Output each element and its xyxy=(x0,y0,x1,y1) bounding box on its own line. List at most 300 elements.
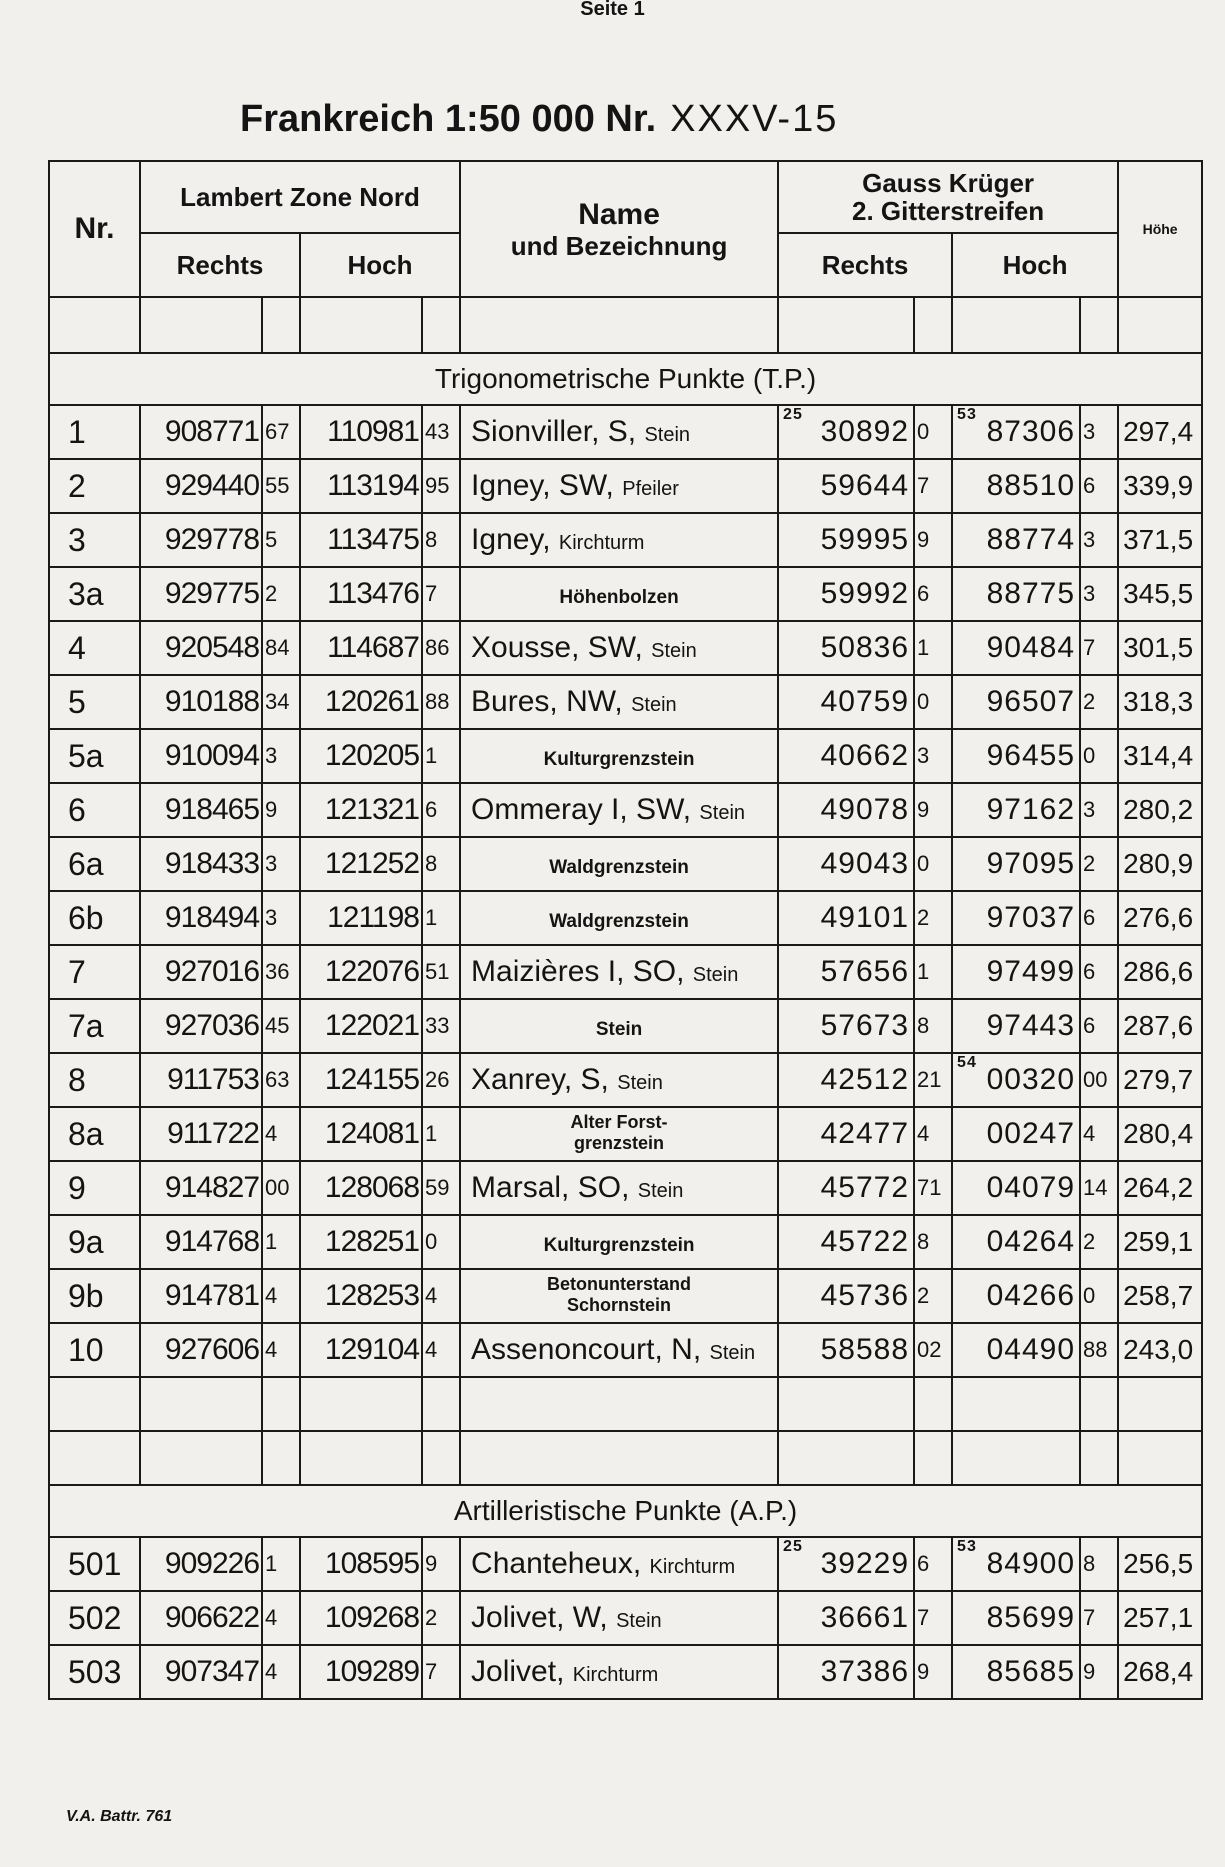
lambert-hoch: 128068 xyxy=(300,1161,422,1215)
point-number: 9 xyxy=(49,1161,140,1215)
point-number: 2 xyxy=(49,459,140,513)
point-name-cell xyxy=(460,459,778,513)
lambert-rechts: 910188 xyxy=(140,675,262,729)
gauss-hoch xyxy=(952,1215,1080,1269)
point-type: Stein xyxy=(631,694,677,716)
point-number: 3a xyxy=(49,567,140,621)
gauss-rechts-decimal: 9 xyxy=(914,513,952,567)
point-name-cell xyxy=(460,945,778,999)
lambert-hoch: 122021 xyxy=(300,999,422,1053)
section-title: Artilleristische Punkte (A.P.) xyxy=(49,1485,1202,1537)
height-value: 264,2 xyxy=(1118,1161,1202,1215)
point-type: Waldgrenzstein xyxy=(549,857,689,878)
point-type-line2: grenzstein xyxy=(574,1132,665,1153)
lambert-hoch: 129104 xyxy=(300,1323,422,1377)
table-row xyxy=(49,1269,1202,1323)
lambert-hoch-decimal: 7 xyxy=(422,1645,460,1699)
point-type: Stein xyxy=(616,1610,662,1632)
point-number: 4 xyxy=(49,621,140,675)
lambert-rechts-decimal: 4 xyxy=(262,1323,300,1377)
gauss-rechts-value: 45722 xyxy=(820,1225,910,1258)
lambert-rechts-decimal: 3 xyxy=(262,837,300,891)
gauss-hoch-decimal: 3 xyxy=(1080,783,1118,837)
gauss-hoch xyxy=(952,945,1080,999)
gauss-hoch-value: 96507 xyxy=(986,685,1076,718)
table-row xyxy=(49,1591,1202,1645)
header-name xyxy=(460,161,778,297)
height-value: 301,5 xyxy=(1118,621,1202,675)
lambert-rechts-decimal: 4 xyxy=(262,1591,300,1645)
point-name: Chanteheux, xyxy=(471,1547,642,1580)
point-name-cell xyxy=(460,621,778,675)
lambert-rechts-decimal: 55 xyxy=(262,459,300,513)
lambert-hoch-decimal: 2 xyxy=(422,1591,460,1645)
point-type: Kulturgrenzstein xyxy=(543,1235,695,1256)
header-lambert: Lambert Zone Nord xyxy=(140,161,460,233)
gauss-hoch-value: 88775 xyxy=(986,577,1076,610)
table-row xyxy=(49,1215,1202,1269)
lambert-hoch-decimal: 7 xyxy=(422,567,460,621)
gauss-hoch-decimal: 8 xyxy=(1080,1537,1118,1591)
gauss-hoch-prefix: 53 xyxy=(957,1538,977,1555)
gauss-rechts-decimal: 1 xyxy=(914,621,952,675)
lambert-rechts: 909226 xyxy=(140,1537,262,1591)
point-type: Höhenbolzen xyxy=(559,587,679,608)
table-row xyxy=(49,945,1202,999)
empty-cell xyxy=(1118,1377,1202,1431)
lambert-hoch-decimal: 43 xyxy=(422,405,460,459)
lambert-rechts: 927036 xyxy=(140,999,262,1053)
point-type: Pfeiler xyxy=(622,478,679,500)
point-name-cell xyxy=(460,513,778,567)
point-number: 5 xyxy=(49,675,140,729)
gauss-rechts-decimal: 6 xyxy=(914,1537,952,1591)
lambert-hoch: 128251 xyxy=(300,1215,422,1269)
gauss-rechts-value: 37386 xyxy=(820,1655,910,1688)
empty-cell xyxy=(300,1377,422,1431)
gauss-hoch xyxy=(952,621,1080,675)
gauss-hoch-decimal: 6 xyxy=(1080,891,1118,945)
gauss-rechts-decimal: 0 xyxy=(914,837,952,891)
gauss-rechts xyxy=(778,1591,914,1645)
point-number: 8 xyxy=(49,1053,140,1107)
empty-cell xyxy=(140,1377,262,1431)
point-name-cell xyxy=(460,1323,778,1377)
table-row xyxy=(49,891,1202,945)
lambert-hoch-decimal: 33 xyxy=(422,999,460,1053)
gauss-rechts-value: 58588 xyxy=(820,1333,910,1366)
table-row xyxy=(49,459,1202,513)
table-row xyxy=(49,1161,1202,1215)
point-type: Stein xyxy=(709,1342,756,1364)
gauss-rechts xyxy=(778,1215,914,1269)
lambert-rechts-decimal: 9 xyxy=(262,783,300,837)
header-name-line2: und Bezeichnung xyxy=(510,231,728,261)
gauss-hoch-decimal: 0 xyxy=(1080,729,1118,783)
gauss-hoch xyxy=(952,1053,1080,1107)
point-name-cell xyxy=(460,1215,778,1269)
gauss-rechts-decimal: 2 xyxy=(914,1269,952,1323)
coordinate-table xyxy=(48,160,1203,1700)
lambert-rechts-decimal: 36 xyxy=(262,945,300,999)
point-name: Igney, xyxy=(471,523,551,556)
lambert-rechts: 918494 xyxy=(140,891,262,945)
point-number: 8a xyxy=(49,1107,140,1161)
gauss-hoch-decimal: 7 xyxy=(1080,621,1118,675)
point-name: Jolivet, xyxy=(471,1655,565,1688)
gauss-hoch-decimal: 9 xyxy=(1080,1645,1118,1699)
lambert-hoch: 128253 xyxy=(300,1269,422,1323)
gauss-hoch-value: 97162 xyxy=(986,793,1076,826)
lambert-hoch: 113476 xyxy=(300,567,422,621)
gauss-hoch-value: 88774 xyxy=(986,523,1076,556)
blank-header-row xyxy=(49,297,1202,353)
gauss-hoch-decimal: 3 xyxy=(1080,513,1118,567)
point-number: 1 xyxy=(49,405,140,459)
gauss-rechts-decimal: 9 xyxy=(914,783,952,837)
empty-cell xyxy=(262,1431,300,1485)
empty-cell xyxy=(300,1431,422,1485)
gauss-hoch-decimal: 2 xyxy=(1080,1215,1118,1269)
lambert-rechts: 906622 xyxy=(140,1591,262,1645)
point-name: Maizières I, SO, xyxy=(471,955,685,988)
lambert-hoch-decimal: 1 xyxy=(422,729,460,783)
lambert-hoch: 120261 xyxy=(300,675,422,729)
point-name: Ommeray I, SW, xyxy=(471,793,692,826)
lambert-hoch-decimal: 6 xyxy=(422,783,460,837)
gauss-rechts-decimal: 0 xyxy=(914,675,952,729)
point-number: 503 xyxy=(49,1645,140,1699)
point-name-cell xyxy=(460,1161,778,1215)
lambert-rechts-decimal: 34 xyxy=(262,675,300,729)
height-value: 258,7 xyxy=(1118,1269,1202,1323)
gauss-hoch-prefix: 53 xyxy=(957,406,977,423)
gauss-rechts xyxy=(778,567,914,621)
gauss-rechts xyxy=(778,621,914,675)
gauss-rechts-decimal: 1 xyxy=(914,945,952,999)
point-number: 9b xyxy=(49,1269,140,1323)
point-name-cell xyxy=(460,405,778,459)
table-row xyxy=(49,1537,1202,1591)
empty-cell xyxy=(49,1431,140,1485)
height-value: 257,1 xyxy=(1118,1591,1202,1645)
gauss-rechts xyxy=(778,945,914,999)
gauss-hoch xyxy=(952,729,1080,783)
table-body xyxy=(49,353,1202,1699)
footer-label: V.A. Battr. 761 xyxy=(66,1808,173,1825)
height-value: 287,6 xyxy=(1118,999,1202,1053)
point-type: Stein xyxy=(637,1180,684,1202)
gauss-hoch-prefix: 54 xyxy=(957,1054,977,1071)
gauss-rechts-value: 36661 xyxy=(820,1601,910,1634)
gauss-hoch xyxy=(952,1107,1080,1161)
point-number: 9a xyxy=(49,1215,140,1269)
gauss-rechts-value: 49101 xyxy=(820,901,910,934)
point-name: Jolivet, W, xyxy=(471,1601,608,1634)
point-name-cell xyxy=(460,1537,778,1591)
lambert-hoch: 124081 xyxy=(300,1107,422,1161)
gauss-rechts-decimal: 3 xyxy=(914,729,952,783)
gauss-rechts-value: 57673 xyxy=(820,1009,910,1042)
gauss-hoch-decimal: 88 xyxy=(1080,1323,1118,1377)
height-value: 280,4 xyxy=(1118,1107,1202,1161)
gauss-rechts xyxy=(778,459,914,513)
empty-cell xyxy=(422,1431,460,1485)
gauss-hoch xyxy=(952,1161,1080,1215)
gauss-hoch-value: 00320 xyxy=(986,1063,1076,1096)
height-value: 318,3 xyxy=(1118,675,1202,729)
gauss-rechts-decimal: 9 xyxy=(914,1645,952,1699)
header-height: Höhe xyxy=(1118,161,1202,297)
point-number: 7a xyxy=(49,999,140,1053)
table-row xyxy=(49,1053,1202,1107)
point-name-cell xyxy=(460,1107,778,1161)
gauss-hoch xyxy=(952,1591,1080,1645)
gauss-hoch-value: 97037 xyxy=(986,901,1076,934)
header-gauss-rechts: Rechts xyxy=(778,233,952,297)
point-name-cell xyxy=(460,675,778,729)
lambert-rechts: 907347 xyxy=(140,1645,262,1699)
height-value: 339,9 xyxy=(1118,459,1202,513)
height-value: 256,5 xyxy=(1118,1537,1202,1591)
point-name-cell xyxy=(460,837,778,891)
lambert-rechts: 914768 xyxy=(140,1215,262,1269)
point-type: Waldgrenzstein xyxy=(549,911,689,932)
lambert-hoch: 121321 xyxy=(300,783,422,837)
gauss-hoch-decimal: 7 xyxy=(1080,1591,1118,1645)
height-value: 276,6 xyxy=(1118,891,1202,945)
empty-cell xyxy=(914,1431,952,1485)
gauss-hoch-decimal: 0 xyxy=(1080,1269,1118,1323)
gauss-rechts xyxy=(778,1269,914,1323)
gauss-hoch-value: 87306 xyxy=(986,415,1076,448)
table-row xyxy=(49,1645,1202,1699)
lambert-hoch-decimal: 9 xyxy=(422,1537,460,1591)
lambert-hoch-decimal: 51 xyxy=(422,945,460,999)
point-type: Stein xyxy=(617,1072,663,1094)
lambert-hoch: 124155 xyxy=(300,1053,422,1107)
gauss-rechts-decimal: 21 xyxy=(914,1053,952,1107)
gauss-rechts xyxy=(778,999,914,1053)
point-number: 5a xyxy=(49,729,140,783)
point-name: Xousse, SW, xyxy=(471,631,643,664)
gauss-hoch xyxy=(952,1645,1080,1699)
table-row xyxy=(49,1323,1202,1377)
gauss-rechts-value: 50836 xyxy=(820,631,910,664)
gauss-rechts-value: 45736 xyxy=(820,1279,910,1312)
gauss-rechts-decimal: 4 xyxy=(914,1107,952,1161)
gauss-rechts-value: 30892 xyxy=(820,415,910,448)
lambert-rechts-decimal: 84 xyxy=(262,621,300,675)
gauss-rechts-value: 59644 xyxy=(820,469,910,502)
lambert-hoch: 110981 xyxy=(300,405,422,459)
gauss-hoch-value: 97095 xyxy=(986,847,1076,880)
gauss-rechts-value: 42512 xyxy=(820,1063,910,1096)
point-type: Betonunterstand xyxy=(547,1273,692,1294)
empty-cell xyxy=(778,1431,914,1485)
point-name: Igney, SW, xyxy=(471,469,614,502)
lambert-hoch-decimal: 8 xyxy=(422,837,460,891)
table-row xyxy=(49,783,1202,837)
lambert-rechts: 911753 xyxy=(140,1053,262,1107)
lambert-rechts: 908771 xyxy=(140,405,262,459)
lambert-rechts-decimal: 3 xyxy=(262,729,300,783)
point-number: 501 xyxy=(49,1537,140,1591)
point-name: Bures, NW, xyxy=(471,685,623,718)
gauss-hoch-value: 90484 xyxy=(986,631,1076,664)
gauss-rechts-value: 57656 xyxy=(820,955,910,988)
point-name-cell xyxy=(460,567,778,621)
lambert-rechts-decimal: 1 xyxy=(262,1537,300,1591)
gauss-hoch xyxy=(952,1323,1080,1377)
gauss-rechts-value: 59995 xyxy=(820,523,910,556)
gauss-rechts xyxy=(778,513,914,567)
document-title xyxy=(240,96,838,142)
gauss-hoch-value: 84900 xyxy=(986,1547,1076,1580)
header-rechts: Rechts xyxy=(140,233,300,297)
lambert-rechts: 914827 xyxy=(140,1161,262,1215)
lambert-rechts-decimal: 4 xyxy=(262,1645,300,1699)
table-row xyxy=(49,729,1202,783)
point-name-cell xyxy=(460,891,778,945)
gauss-rechts-decimal: 7 xyxy=(914,1591,952,1645)
point-number: 3 xyxy=(49,513,140,567)
gauss-rechts xyxy=(778,1645,914,1699)
height-value: 280,9 xyxy=(1118,837,1202,891)
point-type: Kirchturm xyxy=(649,1556,736,1578)
gauss-rechts xyxy=(778,1107,914,1161)
gauss-rechts-value: 42477 xyxy=(820,1117,910,1150)
gauss-rechts-prefix: 25 xyxy=(783,1538,803,1555)
gauss-hoch-value: 04266 xyxy=(986,1279,1076,1312)
gauss-rechts-value: 59992 xyxy=(820,577,910,610)
table-row xyxy=(49,513,1202,567)
empty-cell xyxy=(952,1377,1080,1431)
gauss-hoch-value: 04264 xyxy=(986,1225,1076,1258)
lambert-rechts: 929778 xyxy=(140,513,262,567)
gauss-hoch-value: 00247 xyxy=(986,1117,1076,1150)
point-type-two-line xyxy=(547,1274,691,1316)
gauss-hoch-decimal: 3 xyxy=(1080,567,1118,621)
table-row xyxy=(49,405,1202,459)
height-value: 286,6 xyxy=(1118,945,1202,999)
gauss-hoch-decimal: 2 xyxy=(1080,837,1118,891)
table-row xyxy=(49,621,1202,675)
point-type-line2: Schornstein xyxy=(567,1294,672,1315)
lambert-rechts-decimal: 45 xyxy=(262,999,300,1053)
lambert-hoch-decimal: 1 xyxy=(422,891,460,945)
empty-cell xyxy=(1118,1431,1202,1485)
gauss-rechts xyxy=(778,729,914,783)
point-name-cell xyxy=(460,1645,778,1699)
point-type: Kirchturm xyxy=(572,1664,659,1686)
gauss-rechts xyxy=(778,891,914,945)
gauss-rechts xyxy=(778,405,914,459)
lambert-hoch: 113475 xyxy=(300,513,422,567)
gauss-hoch-value: 85685 xyxy=(986,1655,1076,1688)
point-name: Xanrey, S, xyxy=(471,1063,609,1096)
lambert-rechts: 914781 xyxy=(140,1269,262,1323)
header-nr: Nr. xyxy=(49,161,140,297)
point-name-cell xyxy=(460,729,778,783)
point-type: Stein xyxy=(699,802,746,824)
lambert-hoch-decimal: 26 xyxy=(422,1053,460,1107)
gauss-rechts xyxy=(778,675,914,729)
gauss-rechts-value: 45772 xyxy=(820,1171,910,1204)
lambert-hoch-decimal: 88 xyxy=(422,675,460,729)
lambert-hoch-decimal: 4 xyxy=(422,1269,460,1323)
gauss-hoch-decimal: 00 xyxy=(1080,1053,1118,1107)
lambert-hoch-decimal: 86 xyxy=(422,621,460,675)
empty-row xyxy=(49,1431,1202,1485)
gauss-hoch-value: 97499 xyxy=(986,955,1076,988)
point-number: 7 xyxy=(49,945,140,999)
gauss-hoch xyxy=(952,783,1080,837)
gauss-hoch xyxy=(952,513,1080,567)
empty-cell xyxy=(1080,1431,1118,1485)
gauss-hoch-value: 97443 xyxy=(986,1009,1076,1042)
table-row xyxy=(49,567,1202,621)
empty-cell xyxy=(1080,1377,1118,1431)
gauss-hoch xyxy=(952,459,1080,513)
lambert-rechts: 911722 xyxy=(140,1107,262,1161)
section-header-row xyxy=(49,353,1202,405)
header-gauss-hoch: Hoch xyxy=(952,233,1118,297)
height-value: 280,2 xyxy=(1118,783,1202,837)
lambert-rechts: 920548 xyxy=(140,621,262,675)
gauss-rechts-decimal: 8 xyxy=(914,1215,952,1269)
lambert-rechts-decimal: 3 xyxy=(262,891,300,945)
height-value: 297,4 xyxy=(1118,405,1202,459)
point-name-cell xyxy=(460,999,778,1053)
lambert-hoch: 121252 xyxy=(300,837,422,891)
gauss-rechts-decimal: 02 xyxy=(914,1323,952,1377)
title-prefix: Frankreich 1:50 000 Nr. xyxy=(240,98,657,140)
lambert-hoch: 109289 xyxy=(300,1645,422,1699)
point-name-cell xyxy=(460,783,778,837)
gauss-rechts xyxy=(778,1053,914,1107)
height-value: 243,0 xyxy=(1118,1323,1202,1377)
point-name: Assenoncourt, N, xyxy=(471,1333,702,1366)
lambert-rechts: 929440 xyxy=(140,459,262,513)
point-number: 6a xyxy=(49,837,140,891)
lambert-rechts-decimal: 5 xyxy=(262,513,300,567)
empty-cell xyxy=(460,1431,778,1485)
point-type-two-line xyxy=(571,1112,668,1154)
lambert-hoch: 122076 xyxy=(300,945,422,999)
empty-cell xyxy=(952,1431,1080,1485)
gauss-hoch-decimal: 14 xyxy=(1080,1161,1118,1215)
gauss-hoch-decimal: 2 xyxy=(1080,675,1118,729)
point-type: Stein xyxy=(651,640,697,662)
empty-row xyxy=(49,1377,1202,1431)
height-value: 345,5 xyxy=(1118,567,1202,621)
gauss-hoch xyxy=(952,837,1080,891)
height-value: 314,4 xyxy=(1118,729,1202,783)
gauss-hoch xyxy=(952,567,1080,621)
section-header-row xyxy=(49,1485,1202,1537)
gauss-rechts-decimal: 71 xyxy=(914,1161,952,1215)
lambert-hoch-decimal: 59 xyxy=(422,1161,460,1215)
point-number: 10 xyxy=(49,1323,140,1377)
lambert-rechts: 927016 xyxy=(140,945,262,999)
gauss-hoch-value: 88510 xyxy=(986,469,1076,502)
lambert-rechts-decimal: 1 xyxy=(262,1215,300,1269)
lambert-rechts: 918465 xyxy=(140,783,262,837)
header-gauss-line2: 2. Gitterstreifen xyxy=(851,196,1045,226)
lambert-hoch: 121198 xyxy=(300,891,422,945)
point-type: Alter Forst- xyxy=(570,1111,668,1132)
